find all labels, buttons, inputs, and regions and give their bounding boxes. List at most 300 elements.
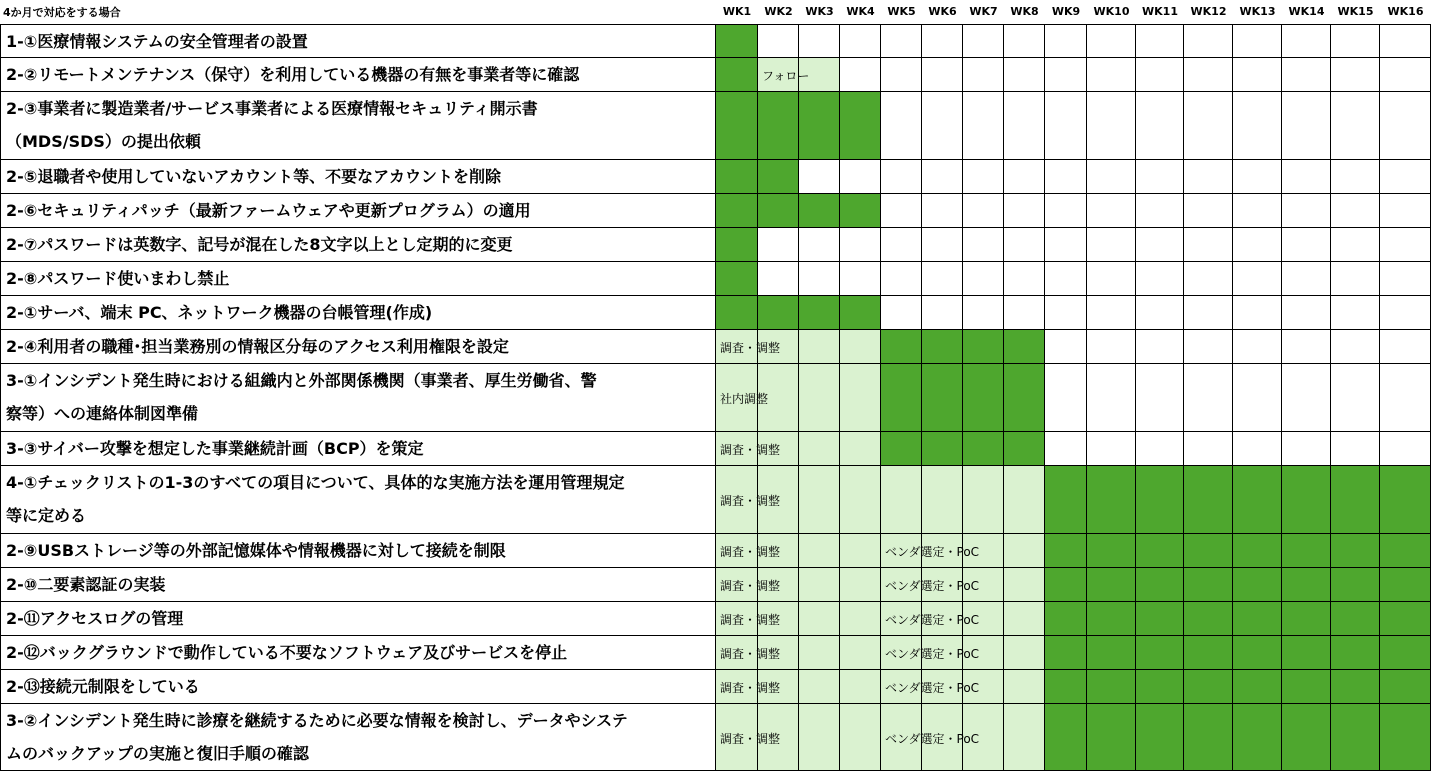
page-title: 4か月で対応をする場合 bbox=[3, 6, 121, 19]
week-cell bbox=[1087, 194, 1136, 228]
task-label bbox=[0, 58, 716, 92]
week-cell bbox=[922, 24, 963, 58]
task-label-line1: 1-①医療情報システムの安全管理者の設置 bbox=[6, 32, 308, 51]
week-cell bbox=[922, 194, 963, 228]
task-label bbox=[0, 194, 716, 228]
week-cell bbox=[1136, 330, 1184, 364]
week-cell bbox=[716, 228, 758, 262]
week-cell bbox=[1184, 670, 1233, 704]
phase-label: フォロー bbox=[762, 69, 810, 83]
week-header-8: WK8 bbox=[1010, 5, 1039, 18]
week-cell bbox=[1331, 160, 1380, 194]
task-label-line1: 2-⑧パスワード使いまわし禁止 bbox=[6, 269, 230, 288]
phase-label: 社内調整 bbox=[720, 392, 769, 406]
week-cell bbox=[1380, 58, 1431, 92]
week-cell bbox=[1045, 194, 1087, 228]
task-row bbox=[0, 92, 1431, 160]
week-cell bbox=[1380, 160, 1431, 194]
week-cell bbox=[1087, 296, 1136, 330]
week-cell bbox=[758, 194, 799, 228]
week-cell bbox=[1004, 262, 1045, 296]
week-cell bbox=[840, 296, 881, 330]
week-cell bbox=[881, 262, 922, 296]
week-cell bbox=[963, 296, 1004, 330]
week-cell bbox=[922, 58, 963, 92]
phase-label: 調査・調整 bbox=[720, 579, 781, 593]
task-row bbox=[0, 262, 1431, 296]
week-cell bbox=[1184, 24, 1233, 58]
week-cell bbox=[881, 228, 922, 262]
week-cell bbox=[963, 92, 1004, 160]
week-cell bbox=[716, 194, 758, 228]
week-cell bbox=[1004, 228, 1045, 262]
week-cell bbox=[1045, 296, 1087, 330]
week-cell bbox=[716, 296, 758, 330]
week-cell bbox=[1184, 92, 1233, 160]
phase-label: 調査・調整 bbox=[720, 443, 781, 457]
week-cell bbox=[1282, 228, 1331, 262]
week-cell bbox=[758, 296, 799, 330]
week-cell bbox=[1045, 534, 1087, 568]
week-cell bbox=[1136, 466, 1184, 534]
week-cell bbox=[1136, 670, 1184, 704]
week-cell bbox=[1087, 58, 1136, 92]
week-cell bbox=[1331, 228, 1380, 262]
week-cell bbox=[716, 24, 758, 58]
week-cell bbox=[1233, 432, 1282, 466]
task-row bbox=[0, 636, 1431, 670]
task-row bbox=[0, 534, 1431, 568]
week-cell bbox=[1233, 262, 1282, 296]
week-cell bbox=[963, 24, 1004, 58]
week-cell bbox=[1004, 296, 1045, 330]
task-label-line1: 2-⑥セキュリティパッチ（最新ファームウェアや更新プログラム）の適用 bbox=[6, 201, 531, 220]
week-cell bbox=[1136, 432, 1184, 466]
task-label bbox=[0, 160, 716, 194]
week-cell bbox=[1136, 364, 1184, 432]
week-cell bbox=[840, 670, 881, 704]
week-cell bbox=[840, 568, 881, 602]
week-cell bbox=[1087, 704, 1136, 771]
task-label-line1: 2-⑪アクセスログの管理 bbox=[6, 609, 184, 628]
week-cell bbox=[1331, 262, 1380, 296]
week-cell bbox=[1184, 466, 1233, 534]
week-cell bbox=[1331, 92, 1380, 160]
week-cell bbox=[1136, 24, 1184, 58]
week-cell bbox=[1045, 466, 1087, 534]
week-cell bbox=[1331, 24, 1380, 58]
week-header-13: WK13 bbox=[1239, 5, 1276, 18]
week-cell bbox=[963, 262, 1004, 296]
week-cell bbox=[799, 602, 840, 636]
week-header-16: WK16 bbox=[1387, 5, 1424, 18]
task-label-line1: 2-②リモートメンテナンス（保守）を利用している機器の有無を事業者等に確認 bbox=[6, 65, 580, 84]
week-cell bbox=[963, 364, 1004, 432]
week-cell bbox=[1282, 160, 1331, 194]
week-cell bbox=[963, 160, 1004, 194]
week-header-15: WK15 bbox=[1337, 5, 1374, 18]
week-cell bbox=[840, 704, 881, 771]
week-cell bbox=[716, 92, 758, 160]
week-cell bbox=[881, 296, 922, 330]
week-cell bbox=[1136, 92, 1184, 160]
week-cell bbox=[881, 364, 922, 432]
week-cell bbox=[1282, 194, 1331, 228]
week-cell bbox=[758, 92, 799, 160]
week-cell bbox=[1045, 58, 1087, 92]
week-cell bbox=[1233, 704, 1282, 771]
week-cell bbox=[1331, 466, 1380, 534]
week-cell bbox=[1282, 330, 1331, 364]
week-cell bbox=[963, 466, 1004, 534]
week-cell bbox=[840, 534, 881, 568]
week-cell bbox=[1136, 568, 1184, 602]
week-cell bbox=[881, 24, 922, 58]
week-cell bbox=[1045, 432, 1087, 466]
week-cell bbox=[1184, 704, 1233, 771]
week-cell bbox=[1184, 296, 1233, 330]
week-cell bbox=[799, 704, 840, 771]
week-cell bbox=[799, 92, 840, 160]
phase-label: 調査・調整 bbox=[720, 647, 781, 661]
week-header-3: WK3 bbox=[805, 5, 834, 18]
week-cell bbox=[1380, 704, 1431, 771]
phase-label: ベンダ選定・PoC bbox=[885, 731, 980, 746]
week-cell bbox=[1282, 364, 1331, 432]
task-label bbox=[0, 432, 716, 466]
week-cell bbox=[1380, 602, 1431, 636]
task-label bbox=[0, 296, 716, 330]
task-row bbox=[0, 58, 1431, 92]
week-cell bbox=[881, 58, 922, 92]
week-cell bbox=[1136, 296, 1184, 330]
week-cell bbox=[1087, 228, 1136, 262]
week-cell bbox=[1087, 24, 1136, 58]
week-cell bbox=[1331, 534, 1380, 568]
week-cell bbox=[1233, 194, 1282, 228]
week-cell bbox=[1004, 160, 1045, 194]
phase-label: ベンダ選定・PoC bbox=[885, 545, 980, 559]
week-cell bbox=[1233, 364, 1282, 432]
week-cell bbox=[840, 364, 881, 432]
phase-label: ベンダ選定・PoC bbox=[885, 579, 980, 593]
task-label-line1: 3-③サイバー攻撃を想定した事業継続計画（BCP）を策定 bbox=[6, 439, 424, 458]
week-cell bbox=[1087, 364, 1136, 432]
week-header-12: WK12 bbox=[1190, 5, 1227, 18]
phase-label: ベンダ選定・PoC bbox=[885, 681, 980, 695]
week-cell bbox=[840, 636, 881, 670]
task-label bbox=[0, 228, 716, 262]
week-cell bbox=[758, 160, 799, 194]
week-cell bbox=[1282, 58, 1331, 92]
week-header-11: WK11 bbox=[1142, 5, 1178, 18]
week-cell bbox=[1380, 636, 1431, 670]
task-label bbox=[0, 466, 716, 534]
week-cell bbox=[1380, 568, 1431, 602]
week-cell bbox=[799, 534, 840, 568]
task-row bbox=[0, 568, 1431, 602]
week-cell bbox=[963, 228, 1004, 262]
task-label-line1: 2-⑨USBストレージ等の外部記憶媒体や情報機器に対して接続を制限 bbox=[6, 541, 506, 560]
week-cell bbox=[840, 262, 881, 296]
week-cell bbox=[881, 92, 922, 160]
week-cell bbox=[758, 24, 799, 58]
task-label-line1: 3-①インシデント発生時における組織内と外部関係機関（事業者、厚生労働省、警 bbox=[6, 371, 597, 390]
week-cell bbox=[1087, 160, 1136, 194]
week-cell bbox=[1184, 194, 1233, 228]
task-row bbox=[0, 602, 1431, 636]
task-row bbox=[0, 670, 1431, 704]
week-cell bbox=[1087, 330, 1136, 364]
week-cell bbox=[1004, 92, 1045, 160]
week-cell bbox=[758, 262, 799, 296]
week-cell bbox=[1282, 602, 1331, 636]
gantt-grid bbox=[0, 24, 1431, 775]
week-cell bbox=[1136, 194, 1184, 228]
week-cell bbox=[1331, 58, 1380, 92]
week-cell bbox=[1331, 330, 1380, 364]
week-cell bbox=[963, 58, 1004, 92]
week-cell bbox=[1087, 602, 1136, 636]
week-cell bbox=[1282, 92, 1331, 160]
week-cell bbox=[1331, 194, 1380, 228]
week-cell bbox=[1136, 534, 1184, 568]
week-cell bbox=[922, 228, 963, 262]
task-label bbox=[0, 262, 716, 296]
week-cell bbox=[922, 432, 963, 466]
week-cell bbox=[716, 262, 758, 296]
week-cell bbox=[840, 330, 881, 364]
week-cell bbox=[1136, 160, 1184, 194]
week-cell bbox=[799, 364, 840, 432]
task-label bbox=[0, 670, 716, 704]
week-cell bbox=[799, 636, 840, 670]
week-cell bbox=[1380, 534, 1431, 568]
week-cell bbox=[1087, 534, 1136, 568]
week-cell bbox=[1282, 670, 1331, 704]
week-cell bbox=[1282, 262, 1331, 296]
week-cell bbox=[840, 58, 881, 92]
week-cell bbox=[1045, 602, 1087, 636]
week-cell bbox=[716, 58, 758, 92]
task-label bbox=[0, 704, 716, 771]
week-header-1: WK1 bbox=[722, 5, 752, 18]
week-cell bbox=[1282, 466, 1331, 534]
task-label-line1: 2-⑤退職者や使用していないアカウント等、不要なアカウントを削除 bbox=[6, 167, 502, 186]
week-cell bbox=[1004, 704, 1045, 771]
task-label bbox=[0, 534, 716, 568]
week-cell bbox=[1331, 364, 1380, 432]
week-cell bbox=[840, 602, 881, 636]
task-row bbox=[0, 466, 1431, 534]
week-cell bbox=[1087, 466, 1136, 534]
week-cell bbox=[963, 194, 1004, 228]
week-cell bbox=[799, 228, 840, 262]
phase-label: 調査・調整 bbox=[720, 731, 781, 746]
week-cell bbox=[1045, 92, 1087, 160]
week-cell bbox=[840, 194, 881, 228]
week-cell bbox=[1233, 92, 1282, 160]
task-label-line1: 2-⑦パスワードは英数字、記号が混在した8文字以上とし定期的に変更 bbox=[6, 235, 513, 254]
week-cell bbox=[1233, 534, 1282, 568]
week-cell bbox=[1136, 228, 1184, 262]
task-label-line1: 2-③事業者に製造業者/サービス事業者による医療情報セキュリティ開示書 bbox=[6, 99, 538, 118]
week-cell bbox=[1045, 228, 1087, 262]
week-cell bbox=[840, 160, 881, 194]
task-label-line1: 4-①チェックリストの1-3のすべての項目について、具体的な実施方法を運用管理規定 bbox=[6, 473, 625, 492]
phase-label: 調査・調整 bbox=[720, 613, 781, 627]
week-cell bbox=[799, 432, 840, 466]
week-cell bbox=[1045, 330, 1087, 364]
task-label-line1: 2-⑩二要素認証の実装 bbox=[6, 575, 166, 594]
week-cell bbox=[1045, 636, 1087, 670]
week-cell bbox=[963, 330, 1004, 364]
week-cell bbox=[1087, 262, 1136, 296]
week-cell bbox=[1233, 466, 1282, 534]
week-cell bbox=[1004, 636, 1045, 670]
week-header-5: WK5 bbox=[887, 5, 916, 18]
week-cell bbox=[1184, 534, 1233, 568]
week-cell bbox=[1045, 670, 1087, 704]
week-cell bbox=[1184, 364, 1233, 432]
week-header-6: WK6 bbox=[928, 5, 957, 18]
week-cell bbox=[1004, 568, 1045, 602]
week-cell bbox=[1136, 262, 1184, 296]
week-cell bbox=[1331, 568, 1380, 602]
week-cell bbox=[881, 466, 922, 534]
week-header-7: WK7 bbox=[969, 5, 998, 18]
task-label-line1: 2-⑬接続元制限をしている bbox=[6, 677, 200, 696]
week-cell bbox=[1380, 228, 1431, 262]
week-cell bbox=[1380, 92, 1431, 160]
task-label bbox=[0, 568, 716, 602]
week-cell bbox=[1004, 330, 1045, 364]
week-cell bbox=[1004, 58, 1045, 92]
task-row bbox=[0, 432, 1431, 466]
week-cell bbox=[1004, 466, 1045, 534]
week-cell bbox=[1282, 24, 1331, 58]
week-cell bbox=[1045, 24, 1087, 58]
phase-label: ベンダ選定・PoC bbox=[885, 613, 980, 627]
week-cell bbox=[881, 330, 922, 364]
week-cell bbox=[922, 466, 963, 534]
task-label bbox=[0, 92, 716, 160]
week-cell bbox=[1136, 704, 1184, 771]
week-cell bbox=[1331, 670, 1380, 704]
task-row bbox=[0, 160, 1431, 194]
week-cell bbox=[1282, 534, 1331, 568]
week-cell bbox=[1380, 24, 1431, 58]
task-label-line2: 察等）への連絡体制図準備 bbox=[6, 404, 199, 423]
week-header-10: WK10 bbox=[1093, 5, 1130, 18]
task-label-line2: （MDS/SDS）の提出依頼 bbox=[6, 132, 201, 151]
phase-label: 調査・調整 bbox=[720, 681, 781, 695]
week-cell bbox=[1004, 364, 1045, 432]
week-cell bbox=[1233, 58, 1282, 92]
week-cell bbox=[922, 330, 963, 364]
week-cell bbox=[1233, 670, 1282, 704]
week-cell bbox=[922, 160, 963, 194]
week-cell bbox=[1087, 636, 1136, 670]
week-cell bbox=[1282, 636, 1331, 670]
week-cell bbox=[840, 92, 881, 160]
task-label bbox=[0, 602, 716, 636]
week-cell bbox=[881, 194, 922, 228]
week-cell bbox=[1045, 364, 1087, 432]
week-cell bbox=[1184, 262, 1233, 296]
task-label-line1: 2-④利用者の職種･担当業務別の情報区分毎のアクセス利用権限を設定 bbox=[6, 337, 509, 356]
week-cell bbox=[881, 160, 922, 194]
week-cell bbox=[1045, 568, 1087, 602]
week-cell bbox=[1380, 466, 1431, 534]
week-cell bbox=[1380, 670, 1431, 704]
week-cell bbox=[922, 92, 963, 160]
week-cell bbox=[1045, 160, 1087, 194]
week-cell bbox=[1331, 636, 1380, 670]
week-cell bbox=[1045, 704, 1087, 771]
week-cell bbox=[799, 262, 840, 296]
week-cell bbox=[1331, 704, 1380, 771]
week-cell bbox=[1087, 670, 1136, 704]
task-label-line1: 2-⑫バックグラウンドで動作している不要なソフトウェア及びサービスを停止 bbox=[6, 643, 568, 662]
week-cell bbox=[1380, 296, 1431, 330]
schedule-header bbox=[0, 0, 1431, 24]
week-cell bbox=[1282, 568, 1331, 602]
week-cell bbox=[1233, 296, 1282, 330]
task-label-line2: ムのバックアップの実施と復旧手順の確認 bbox=[6, 744, 309, 763]
week-cell bbox=[1184, 58, 1233, 92]
week-cell bbox=[799, 24, 840, 58]
week-cell bbox=[881, 432, 922, 466]
week-cell bbox=[1087, 432, 1136, 466]
phase-label: 調査・調整 bbox=[720, 545, 781, 559]
week-cell bbox=[1233, 568, 1282, 602]
week-cell bbox=[1233, 330, 1282, 364]
week-cell bbox=[1136, 602, 1184, 636]
week-cell bbox=[1282, 432, 1331, 466]
week-cell bbox=[799, 160, 840, 194]
week-cell bbox=[1184, 568, 1233, 602]
week-cell bbox=[799, 466, 840, 534]
task-label bbox=[0, 364, 716, 432]
week-cell bbox=[1282, 704, 1331, 771]
week-cell bbox=[799, 568, 840, 602]
task-label bbox=[0, 636, 716, 670]
phase-label: 調査・調整 bbox=[720, 494, 781, 508]
week-cell bbox=[1233, 636, 1282, 670]
task-label-line1: 3-②インシデント発生時に診療を継続するために必要な情報を検討し、データやシステ bbox=[6, 711, 628, 730]
week-cell bbox=[1380, 364, 1431, 432]
week-cell bbox=[1331, 296, 1380, 330]
task-label bbox=[0, 330, 716, 364]
phase-label: ベンダ選定・PoC bbox=[885, 647, 980, 661]
week-cell bbox=[799, 194, 840, 228]
week-cell bbox=[799, 670, 840, 704]
week-cell bbox=[1184, 636, 1233, 670]
task-row bbox=[0, 194, 1431, 228]
week-cell bbox=[1184, 330, 1233, 364]
week-cell bbox=[922, 262, 963, 296]
week-cell bbox=[922, 364, 963, 432]
week-cell bbox=[1184, 160, 1233, 194]
task-label bbox=[0, 24, 716, 58]
week-cell bbox=[922, 296, 963, 330]
week-cell bbox=[1004, 534, 1045, 568]
week-header-14: WK14 bbox=[1288, 5, 1325, 18]
week-cell bbox=[1282, 296, 1331, 330]
task-label-line2: 等に定める bbox=[6, 506, 87, 525]
task-row bbox=[0, 704, 1431, 771]
